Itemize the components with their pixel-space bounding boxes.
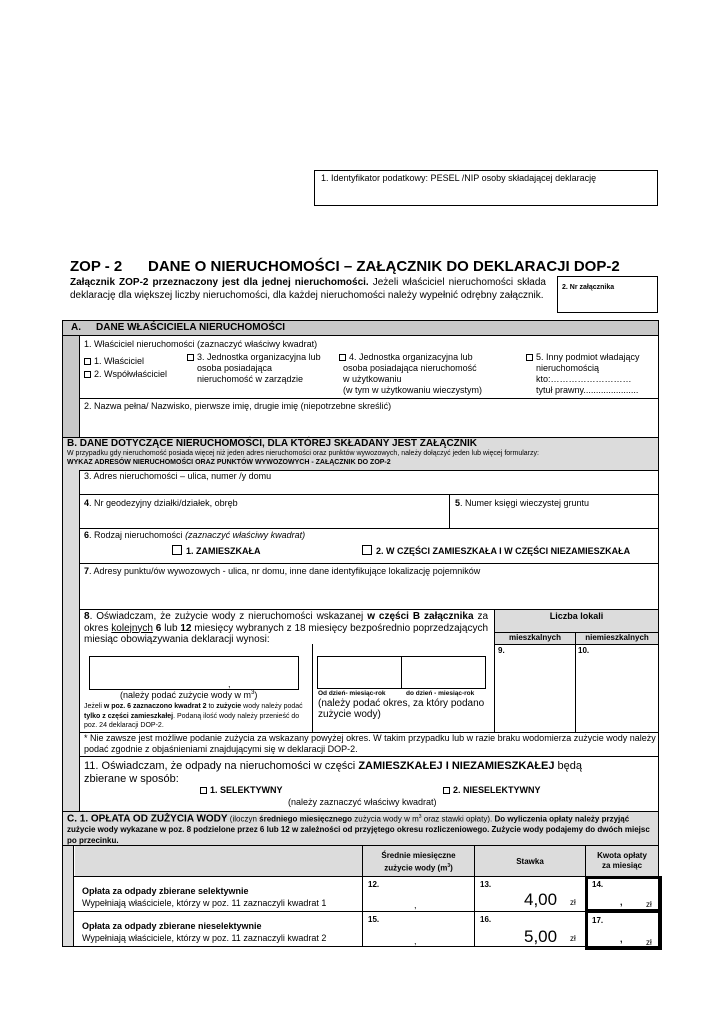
left-margin-c xyxy=(63,846,74,946)
section-a-header: A. DANE WŁAŚCICIELA NIERUCHOMOŚCI xyxy=(63,321,658,336)
checkbox-icon[interactable] xyxy=(339,354,346,361)
checkbox-icon[interactable] xyxy=(84,358,91,365)
field15[interactable]: 15. xyxy=(368,915,380,924)
owner-option-3[interactable]: 3. Jednostka organizacyjna lub osoba posiadająca nieruchomość w zarządzie xyxy=(187,352,321,385)
period-from-input[interactable] xyxy=(317,656,402,689)
star-note: * Nie zawsze jest możliwe podanie zużycia za wskazany powyżej okres. W takim przypadku lub w razie braku wodomierza zużycie wody należy podać zgodnie z objaśnieniami znajdującymi się w deklaracji DOP-2. xyxy=(84,733,656,754)
intro-text: Załącznik ZOP-2 przeznaczony jest dla jednej nieruchomości. Jeżeli właściciel nieruchomości składa deklarację dla większej liczby nieruchomości, dla każdej nieruchomości należy wypełnić odrębny załącznik. xyxy=(70,277,546,301)
col-rate: Stawka xyxy=(516,857,544,866)
col-mieszkalnych: mieszkalnych xyxy=(508,633,562,642)
identifier-box[interactable] xyxy=(314,170,658,206)
field7-label[interactable]: 7. Adresy punktu/ów wywozowych - ulica, nr domu, inne dane identyfikujące lokalizację pojemników xyxy=(84,566,481,576)
lokale-header: Liczba lokali xyxy=(495,610,658,632)
col-fee: Kwota opłaty za miesiąc xyxy=(597,851,647,870)
fee-box-selective[interactable]: 14. , zł xyxy=(585,876,662,912)
water-consumption-input[interactable]: , xyxy=(89,656,299,690)
field3-label[interactable]: 3. Adres nieruchomości – ulica, numer /y domu xyxy=(84,471,272,481)
attachment-number-box[interactable] xyxy=(557,276,658,313)
fee-row-nonselective: Opłata za odpady zbierane nieselektywnie Wypełniają właściciele, którzy w poz. 11 zaznaczyli kwadrat 2 xyxy=(82,921,327,943)
section-b-header: B. DANE DOTYCZĄCE NIERUCHOMOŚCI, DLA KTÓREJ SKŁADANY JEST ZAŁĄCZNIK W przypadku gdy nieruchomość posiada więcej niż jeden adres nieruchomości oraz punktów wywozowych, należy dołączyć jeden lub więcej formularzy: WYKAZ ADRESÓW NIERUCHOMOŚCI ORAZ PUNKTÓW WYWOZOWYCH - ZAŁĄCZNIK DO ZOP-2 xyxy=(63,438,658,470)
attachment-number-label: 2. Nr załącznika xyxy=(562,284,615,291)
field1-label: 1. Właściciel nieruchomości (zaznaczyć właściwy kwadrat) xyxy=(84,339,318,349)
table-c-header-blank xyxy=(75,846,362,876)
checkbox-icon[interactable] xyxy=(172,545,182,555)
field11-statement: 11. Oświadczam, że odpady na nieruchomości w części ZAMIESZKAŁEJ I NIEZAMIESZKAŁEJ będą zbierane w sposób: xyxy=(84,760,583,785)
collection-hint: (należy zaznaczyć właściwy kwadrat) xyxy=(288,797,437,807)
field9[interactable]: 9. xyxy=(498,646,505,655)
field13: 13. xyxy=(480,880,492,889)
checkbox-icon[interactable] xyxy=(362,545,372,555)
owner-option-1[interactable]: 1. Właściciel xyxy=(84,356,144,366)
checkbox-icon[interactable] xyxy=(443,787,450,794)
period-to-input[interactable] xyxy=(401,656,486,689)
field2-label[interactable]: 2. Nazwa pełna/ Nazwisko, pierwsze imię, drugie imię (niepotrzebne skreślić) xyxy=(84,401,392,411)
field8-statement: 8. Oświadczam, że zużycie wody z nieruchomości wskazanej w części B załącznika za okres kolejnych 6 lub 12 miesięcy wybranych z 18 miesięcy bezpośrednio poprzedzających miesiąc obowiązywania deklaracji wynosi: xyxy=(84,611,489,645)
rate-nonselective: 5,00 xyxy=(524,927,558,946)
water-note: Jeżeli w poz. 6 zaznaczono kwadrat 2 to zużycie wody należy podać tylko z części zamieszkałej. Podaną ilość wody należy przenieść do poz. 24 deklaracji DOP-2. xyxy=(84,703,303,729)
fee-row-selective: Opłata za odpady zbierane selektywnie Wypełniają właściciele, którzy w poz. 11 zaznaczyli kwadrat 1 xyxy=(82,886,327,908)
field10[interactable]: 10. xyxy=(578,646,590,655)
fee-box-nonselective[interactable]: 17. , zł xyxy=(585,910,662,950)
col-avg-usage: Średnie miesięczne zużycie wody $(m^3)$ xyxy=(381,851,456,873)
property-type-option-1[interactable]: 1. ZAMIESZKAŁA xyxy=(172,545,261,556)
left-margin-b xyxy=(63,470,80,811)
field4-label[interactable]: 4. Nr geodezyjny działki/działek, obręb xyxy=(84,498,238,508)
collection-option-1[interactable]: 1. SELEKTYWNY xyxy=(200,785,283,795)
checkbox-icon[interactable] xyxy=(84,371,91,378)
period-to-label: do dzień - miesiąc-rok xyxy=(406,690,475,697)
rate-selective: 4,00 xyxy=(524,890,558,909)
field5-label[interactable]: 5. Numer księgi wieczystej gruntu xyxy=(455,498,590,508)
collection-option-2[interactable]: 2. NIESELEKTYWNY xyxy=(443,785,541,795)
identifier-label: 1. Identyfikator podatkowy: PESEL /NIP osoby składającej deklarację xyxy=(321,173,597,183)
checkbox-icon[interactable] xyxy=(200,787,207,794)
checkbox-icon[interactable] xyxy=(526,354,533,361)
period-hint: (należy podać okres, za który podano zużycie wody) xyxy=(318,698,485,720)
field16: 16. xyxy=(480,915,492,924)
left-margin-a xyxy=(63,336,80,437)
owner-option-5[interactable]: 5. Inny podmiot władający nieruchomością kto:……………………… tytuł prawny...................... xyxy=(526,352,640,396)
owner-option-4[interactable]: 4. Jednostka organizacyjna lub osoba posiadająca nieruchomość w użytkowaniu (w tym w użytkowaniu wieczystym) xyxy=(339,352,482,396)
period-from-label: Od dzień- miesiąc-rok xyxy=(318,690,386,697)
col-niemieszkalnych: niemieszkalnych xyxy=(585,633,649,642)
form-title: DANE O NIERUCHOMOŚCI – ZAŁĄCZNIK DO DEKLARACJI DOP-2 xyxy=(148,258,620,275)
property-type-option-2[interactable]: 2. W CZĘŚCI ZAMIESZKAŁA I W CZĘŚCI NIEZAMIESZKAŁA xyxy=(362,545,630,556)
field12[interactable]: 12. xyxy=(368,880,380,889)
section-c-header: C. 1. OPŁATA OD ZUŻYCIA WODY (iloczyn średniego miesięcznego zużycia wody w $m^3$ oraz stawki opłaty). Do wyliczenia opłaty należy przyjąć zużycie wody wykazane w poz. 8 podzielone przez 6 lub 12 w zależności od przyjętego okresu rozliczeniowego. Zużycie wody podajemy do dwóch miejsc po przecinku. xyxy=(63,812,658,845)
owner-option-2[interactable]: 2. Współwłaściciel xyxy=(84,369,167,379)
form-code: ZOP - 2 xyxy=(70,258,123,275)
water-unit-hint: (należy podać zużycie wody w $m^3$) xyxy=(120,690,258,700)
field6-label: 6. Rodzaj nieruchomości (zaznaczyć właściwy kwadrat) xyxy=(84,530,306,540)
checkbox-icon[interactable] xyxy=(187,354,194,361)
